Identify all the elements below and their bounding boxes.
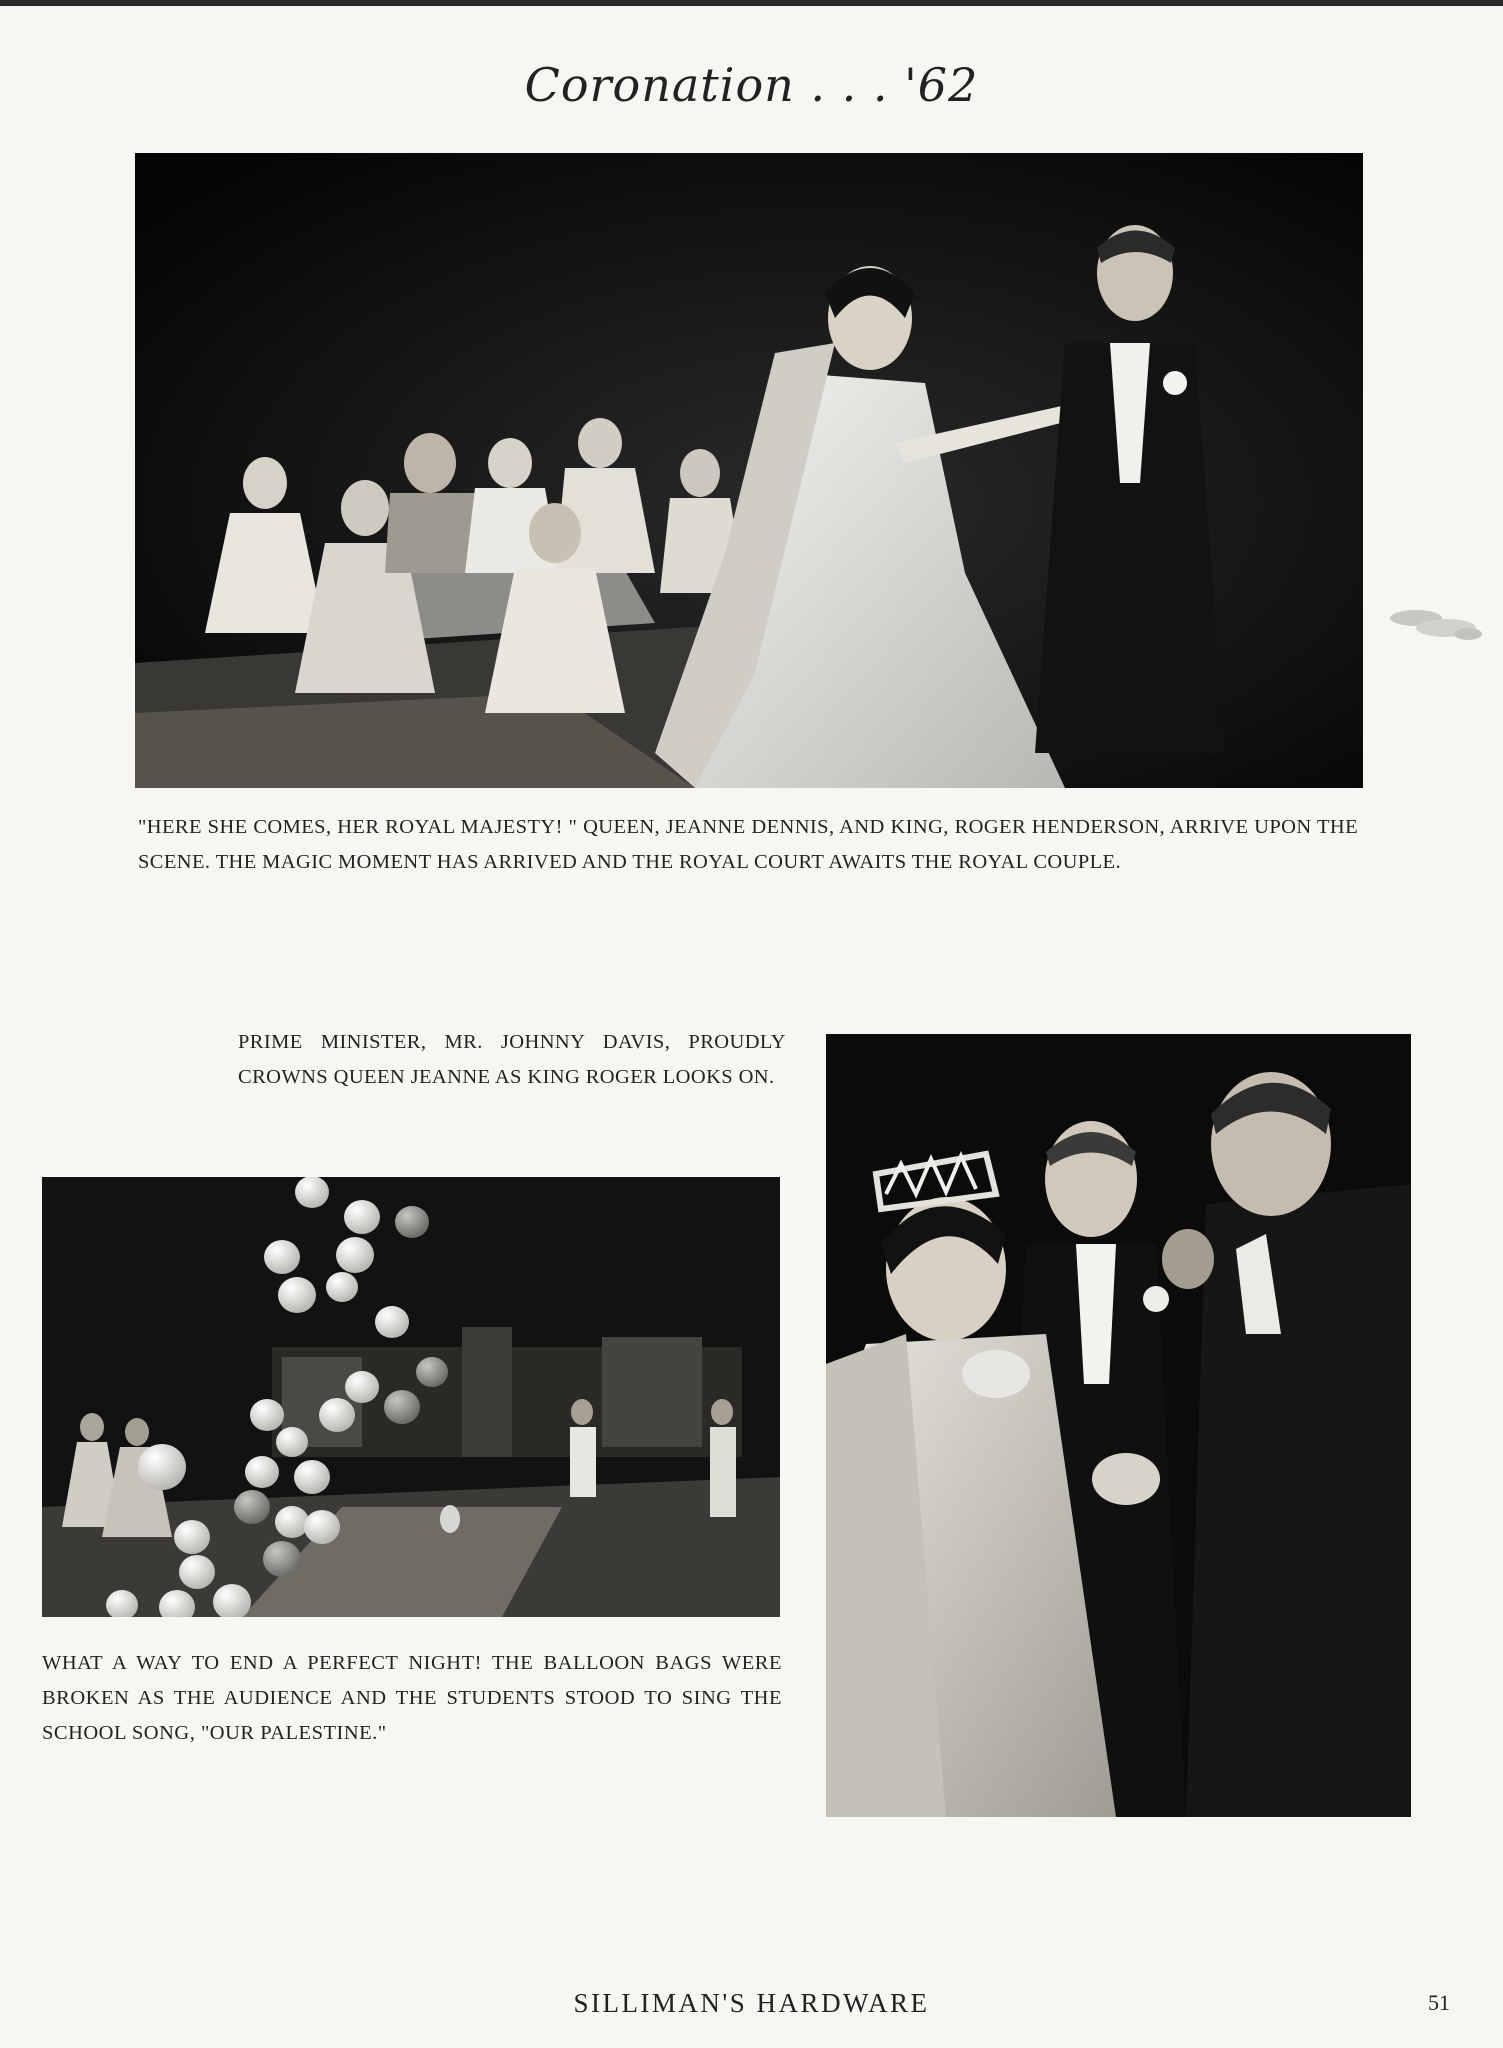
crowning-image	[826, 1034, 1411, 1817]
caption-crowning: PRIME MINISTER, MR. JOHNNY DAVIS, PROUDLY CROWNS QUEEN JEANNE AS KING ROGER LOOKS ON.	[238, 1031, 786, 1088]
top-border	[0, 0, 1503, 6]
page-title: Coronation . . . '62	[524, 58, 979, 112]
balloons-image	[42, 1177, 780, 1617]
caption-balloons: WHAT A WAY TO END A PERFECT NIGHT! THE BALLOON BAGS WERE BROKEN AS THE AUDIENCE AND THE STUDENTS STOOD TO SING THE SCHOOL SONG, "OUR PALESTINE."	[42, 1652, 782, 1744]
royal-arrival-image	[135, 153, 1363, 788]
photo-crowning	[826, 1034, 1411, 1817]
page-number: 51	[1428, 1990, 1450, 2015]
photo-royal-arrival	[135, 153, 1363, 788]
photo-balloons	[42, 1177, 780, 1617]
print-smudge	[1376, 598, 1486, 648]
caption-royal-arrival: "HERE SHE COMES, HER ROYAL MAJESTY! " QUEEN, JEANNE DENNIS, AND KING, ROGER HENDERSON, ARRIVE UPON THE SCENE. THE MAGIC MOMENT HAS ARRIVED AND THE ROYAL COURT AWAITS THE ROYAL COUPLE.	[138, 816, 1358, 873]
footer-sponsor: SILLIMAN'S HARDWARE	[573, 1988, 930, 2018]
